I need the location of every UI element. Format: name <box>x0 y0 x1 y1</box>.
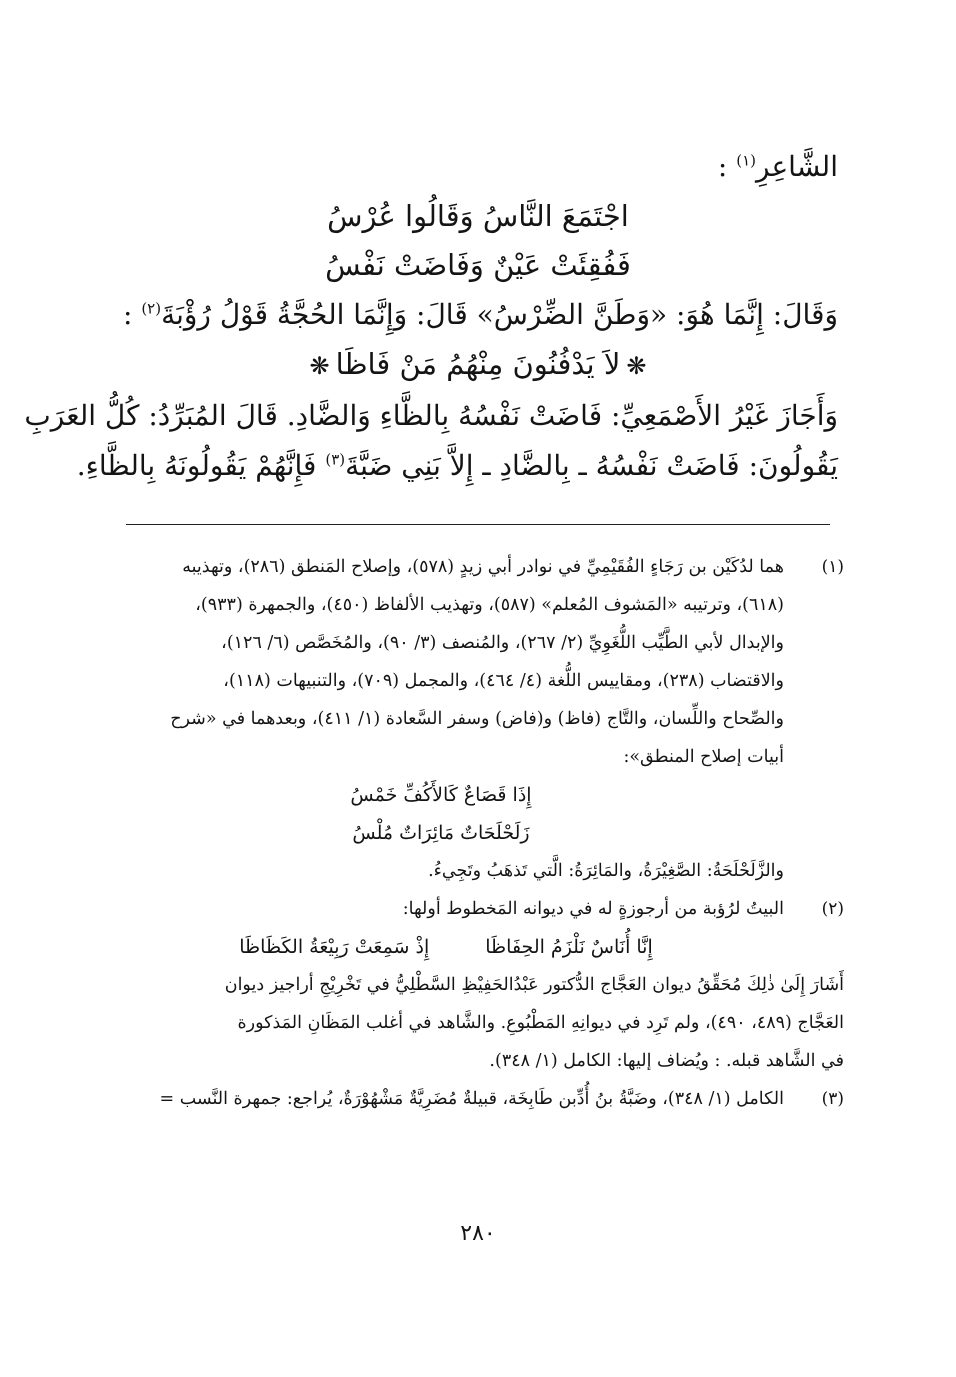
footnote-verse: زَلَحْلَحَاتٌ مَائِرَاتٌ مُلْسُ <box>352 822 530 844</box>
star-ornament-icon: ❋ <box>626 352 647 380</box>
line-text: وَقَالَ: إِنَّمَا هُوَ: «وَطَنَّ الضِّرْسُ» قَالَ: وَإِنَّمَا الحُجَّةُ قَوْلُ رُؤْبَةَ <box>161 298 838 331</box>
line-text: فَإِنَّهُمْ يَقُولُونَهُ بِالظَّاءِ. <box>76 449 317 482</box>
paragraph-line <box>76 441 838 491</box>
footnote-ref-3[interactable]: (٣) <box>325 450 346 469</box>
star-ornament-icon: ❋ <box>309 352 330 380</box>
footnote-verse: إِذَا قَصَاعٌ كَالأَكُفِّ خَمْسُ <box>350 784 532 806</box>
footnote-3 <box>108 1080 844 1118</box>
footnote-line: العَجَّاج (٤٨٩، ٤٩٠)، ولم تَرِد في ديوانِهِ المَطْبُوعِ. والشَّاهد في أغلب المَظَانِ المَذكورة <box>237 1013 844 1033</box>
footnote-number: (٢) <box>821 899 844 919</box>
footnote-number: (١) <box>821 557 844 577</box>
footnote-line: والإبدال لأبي الطَّيِّب اللُّغَوِيِّ (٢/ ٢٦٧)، والمُنصف (٣/ ٩٠)، والمُخَصَّص (٦/ ١٢٦)، <box>221 633 784 653</box>
main-text <box>24 142 838 491</box>
verse-text: لاَ يَدْفُنُونَ مِنْهُمُ مَنْ فَاظَا <box>335 347 621 381</box>
footnote-line: والصِّحاح واللِّسان، والتَّاج (فاظ) و(فاض) وسفر السَّعادة (١/ ٤١١)، وبعدهما في «شرح <box>170 709 784 729</box>
intro-word: الشَّاعِرِ <box>756 150 838 183</box>
paragraph-line <box>118 290 838 340</box>
footnote-line: البيتُ لرُؤبة من أرجوزةٍ له في ديوانه المَخطوط أولها: <box>402 899 784 919</box>
footnote-2 <box>108 890 844 1080</box>
line-text: يَقُولُونَ: فَاضَتْ نَفْسُهُ ـ بِالضَّادِ ـ إِلاَّ بَنِي ضَبَّةَ <box>345 449 838 482</box>
footnote-line: في الشَّاهد قبله. : ويُضاف إليها: الكامل (١/ ٣٤٨). <box>489 1051 844 1071</box>
footnote-1 <box>108 548 844 890</box>
intro-line <box>118 142 838 192</box>
verse-line: اجْتَمَعَ النَّاسُ وَقَالُوا عُرْسُ <box>327 199 629 233</box>
paragraph-line: وَأَجَازَ غَيْرُ الأَصْمَعِيِّ: فَاضَتْ نَفْسُهُ بِالظَّاءِ وَالضَّادِ. قَالَ المُبَرِّدُ: كُلُّ العَرَبِ <box>24 399 838 432</box>
verse-line: فَفُقِئَتْ عَيْنٌ وَفَاضَتْ نَفْسُ <box>325 248 631 282</box>
footnote-line: والزَّلَحْلَحَةُ: الصَّغِيْرَةُ، والمَائِرَةُ: الَّتي تَذهَبُ وتَجِيءُ. <box>428 861 784 881</box>
page-number: ٢٨٠ <box>460 1221 496 1246</box>
intro-colon: : <box>717 150 728 183</box>
footnote-line: أبيات إصلاح المنطق»: <box>623 747 784 767</box>
footnote-line: هما لدُكَيْن بن رَجَاءٍ الفُقَيْمِيِّ في نوادر أبي زيدٍ (٥٧٨)، وإصلاح المَنطق (٢٨٦)، وتهذيبه <box>182 557 784 577</box>
footnote-line: والاقتضاب (٢٣٨)، ومقاييس اللُّغة (٤/ ٤٦٤)، والمجمل (٧٠٩)، والتنبيهات (١١٨)، <box>223 671 784 691</box>
verse-line <box>118 340 838 391</box>
hemistich: إِنَّا أُنَاسٌ نَلْزَمُ الحِفَاظَا <box>485 936 653 958</box>
footnote-verse <box>108 928 784 966</box>
footnote-number: (٣) <box>821 1089 844 1109</box>
footnote-ref-1[interactable]: (١) <box>736 151 757 170</box>
footnote-line: أَشَارَ إِلَىٰ ذٰلِكَ مُحَقِّقُ ديوان العَجَّاج الدُّكتور عَبْدُالحَفِيْظِ السَّطْلِيُّ في تَخْرِيْجِ أراجيز ديوان <box>224 975 844 995</box>
footnote-ref-2[interactable]: (٢) <box>141 299 162 318</box>
footnote-line: (٦١٨)، وترتيبه «المَشوف المُعلم» (٥٨٧)، وتهذيب الألفاظ (٤٥٠)، والجمهرة (٩٣٣)، <box>195 595 784 615</box>
hemistich: إِذْ سَمِعَتْ رَبِيْعَةُ الكَظَاظَا <box>239 936 430 958</box>
footnote-line: الكامل (١/ ٣٤٨)، وضَبَّةُ بنُ أُدِّبن طَابِخَة، قبيلةٌ مُضَرِيَّةٌ مَشْهُوْرَةٌ، يُراجع: جمهرة النَّسب = <box>159 1089 784 1109</box>
footnotes <box>108 548 844 1118</box>
colon: : <box>122 298 133 331</box>
footnote-divider <box>126 524 830 525</box>
